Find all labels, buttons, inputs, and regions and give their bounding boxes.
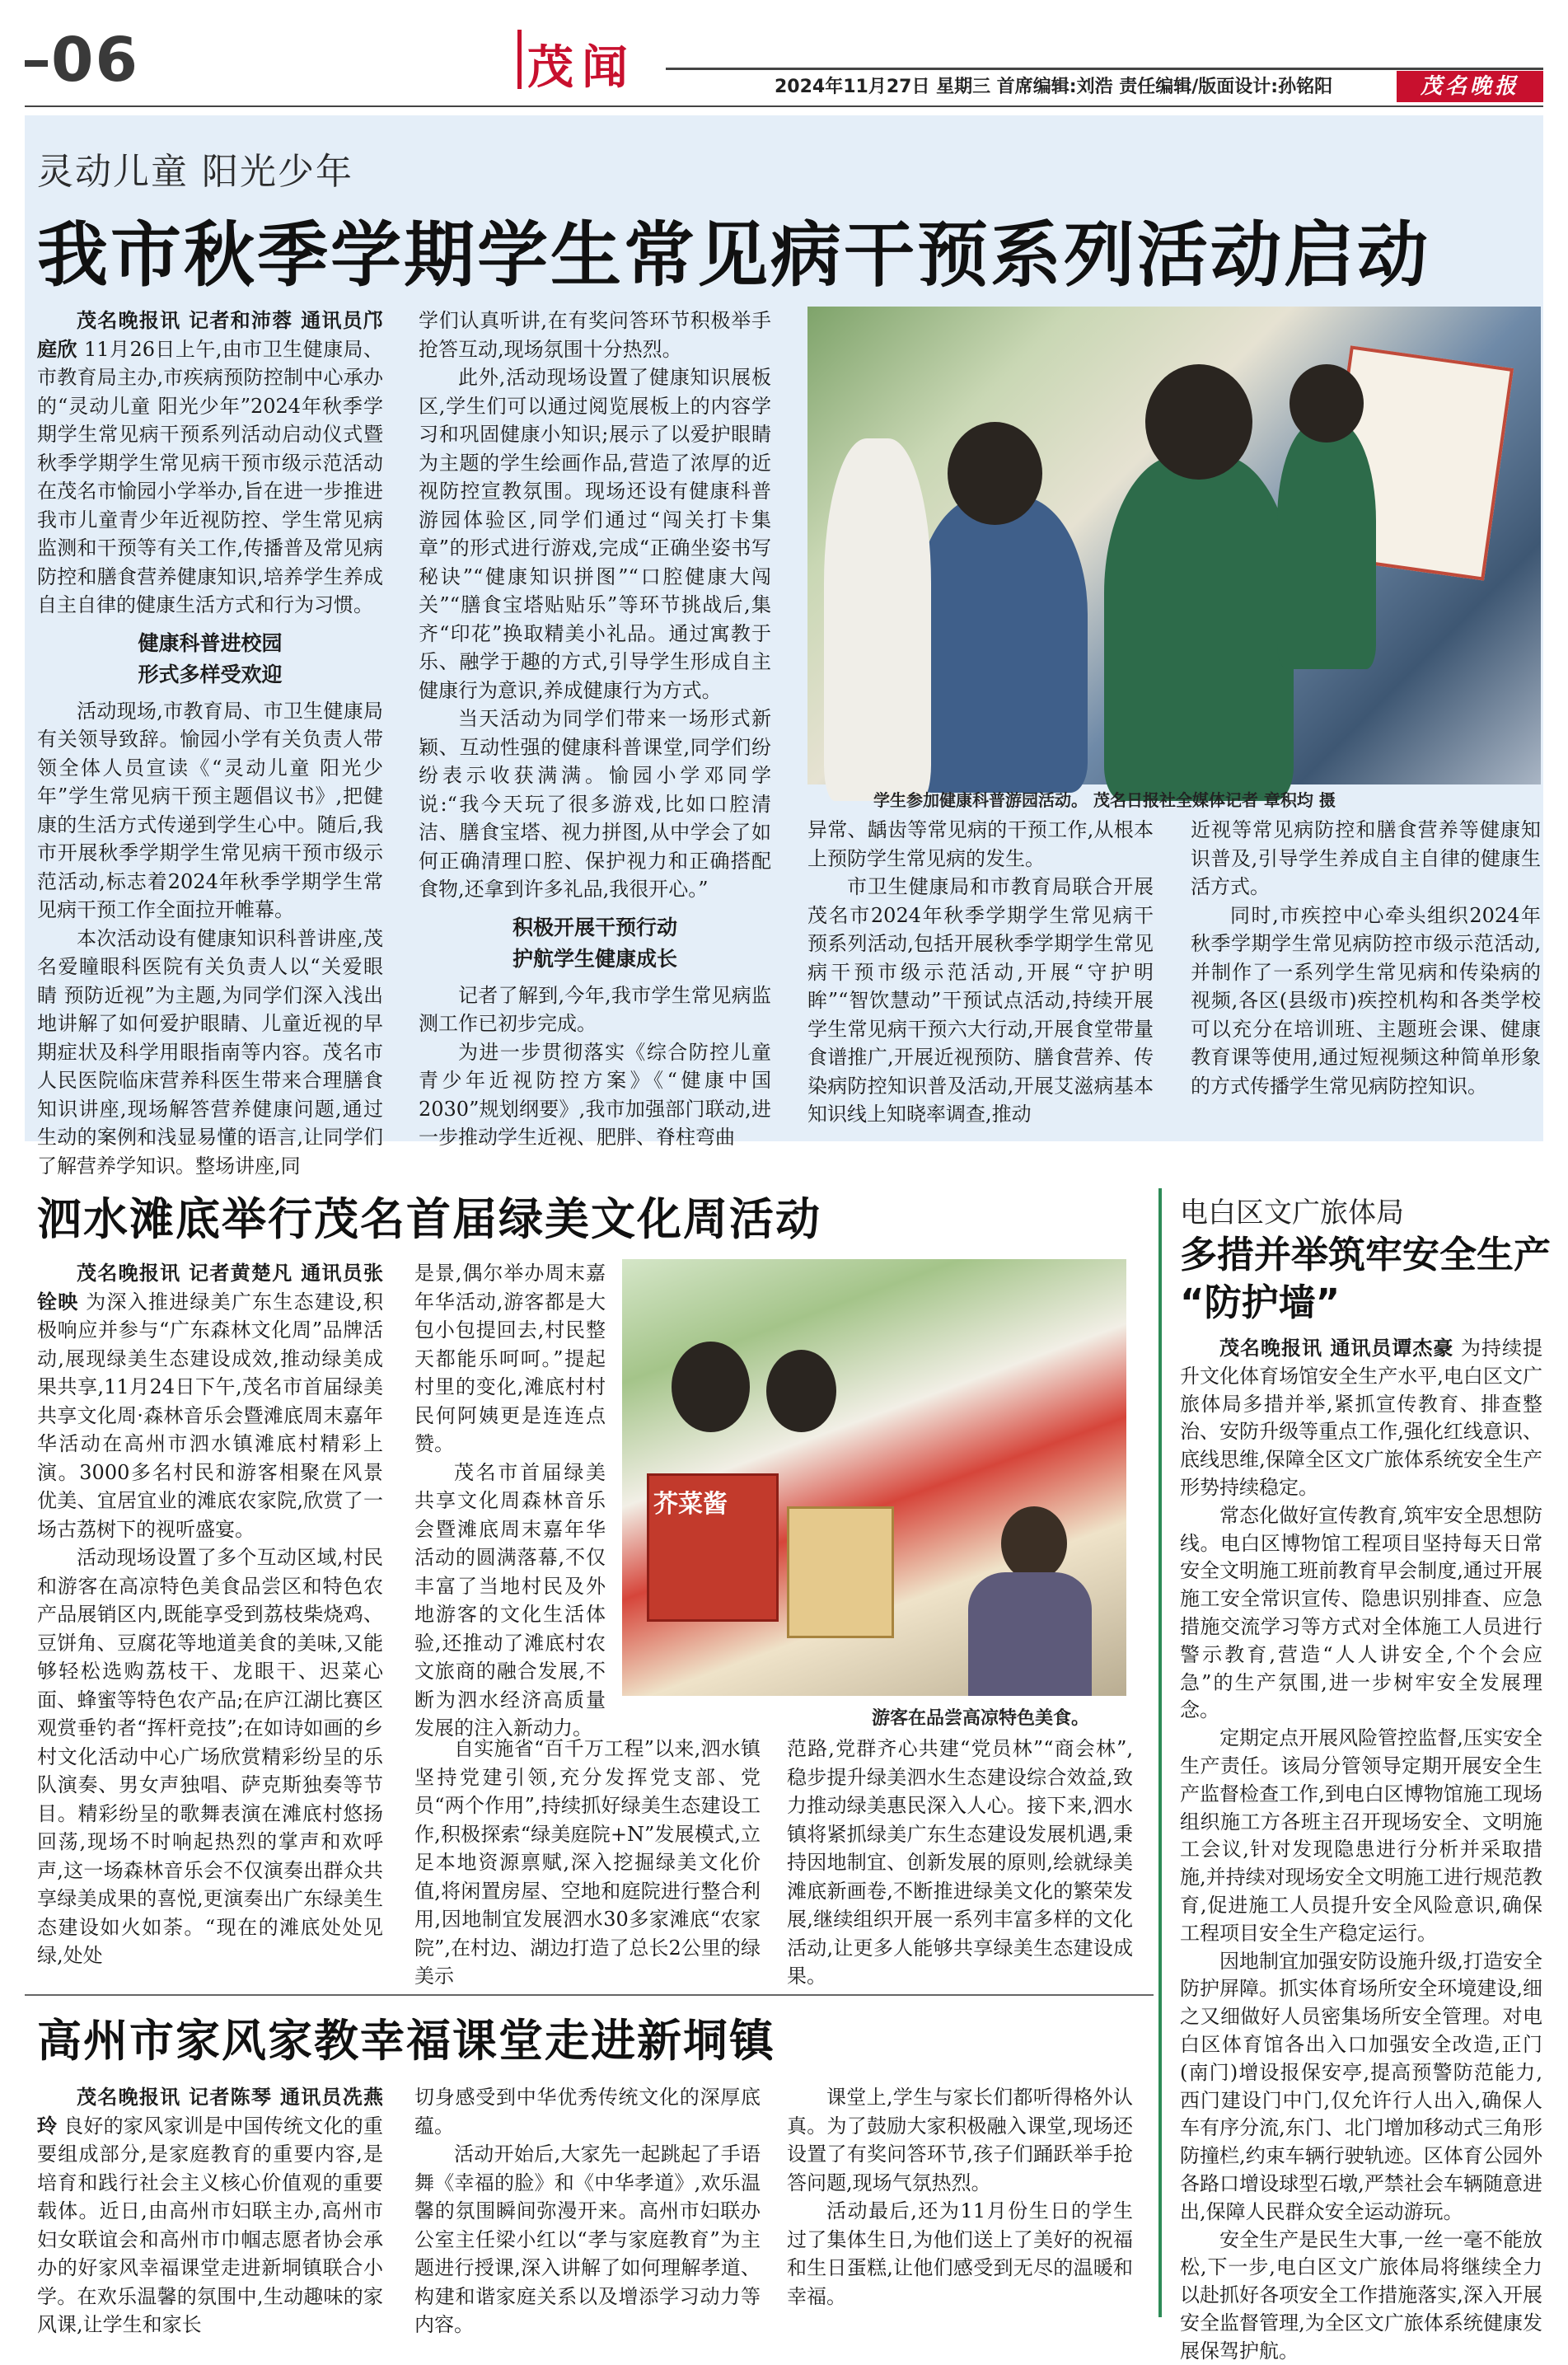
paragraph: 为持续提升文化体育场馆安全生产水平,电白区文广旅体局多措并举,紧抓宣传教育、排查整治、安防升级等重点工作,强化红线意识、底线思维,保障全区文广旅体系统安全生产形势持续稳定。 bbox=[1180, 1337, 1542, 1499]
paragraph: 11月26日上午,由市卫生健康局、市教育局主办,市疾病预防控制中心承办的“灵动儿童 阳光少年”2024年秋季学期学生常见病干预系列活动启动仪式暨秋季学期学生常见病干预市级示范活动在茂名市愉园小学举办,旨在进一步推进我市儿童青少年近视防控、学生常见病监测和干预等有关工作,传播普及常见病防控和膳食营养健康知识,培养学生养成自主自律的健康生活方式和行为习惯。 bbox=[37, 338, 383, 617]
child-head bbox=[1001, 1506, 1067, 1581]
student-head bbox=[1290, 364, 1364, 443]
paragraph: 近视等常见病防控和膳食营养等健康知识普及,引导学生养成自主自律的健康生活方式。 bbox=[1191, 816, 1541, 902]
header-bottom-rule bbox=[25, 105, 1543, 107]
paragraph: 当天活动为同学们带来一场形式新颖、互动性强的健康科普课堂,同学们纷纷表示收获满满。愉园小学邓同学说:“我今天玩了很多游戏,比如口腔清洁、膳食宝塔、视力拼图,从中学会了如何正确清理口腔、保护视力和正确搭配食物,还拿到许多礼品,我很开心。” bbox=[419, 705, 771, 904]
paragraph: 为进一步贯彻落实《综合防控儿童青少年近视防控方案》《“健康中国2030”规划纲要》,我市加强部门联动,进一步推动学生近视、肥胖、脊柱弯曲 bbox=[419, 1038, 771, 1152]
paragraph: 活动现场设置了多个互动区域,村民和游客在高凉特色美食品尝区和特色农产品展销区内,既能享受到荔枝柴烧鸡、豆饼角、豆腐花等地道美食的美味,又能够轻松选购荔枝干、龙眼干、迟菜心面、蜂蜜等特色农产品;在庐江湖比赛区观赏垂钓者“挥杆竞技”;在如诗如画的乡村文化活动中心广场欣赏精彩纷呈的乐队演奏、男女声独唱、萨克斯独奏等节目。精彩纷呈的歌舞表演在滩底村悠扬回荡,现场不时响起热烈的掌声和欢呼声,这一场森林音乐会不仅演奏出群众共享绿美成果的喜悦,更演奏出广东绿美生态建设如火如荼。“现在的滩底处处见绿,处处 bbox=[37, 1543, 383, 1970]
article2-column-3 bbox=[787, 1735, 1133, 1991]
adult-figure bbox=[824, 438, 931, 801]
paragraph: 活动开始后,大家先一起跳起了手语舞《幸福的脸》和《中华孝道》,欢乐温馨的氛围瞬间弥漫开来。高州市妇联办公室主任梁小红以“孝与家庭教育”为主题进行授课,深入讲解了如何理解孝道、构建和谐家庭关系以及增添学习动力等内容。 bbox=[414, 2140, 761, 2339]
article2-column-2-continued bbox=[414, 1735, 761, 1991]
paragraph: 定期定点开展风险管控监督,压实安全生产责任。该局分管领导定期开展安全生产监督检查工作,到电白区博物馆施工现场组织施工方各班主召开现场安全、文明施工会议,针对发现隐患进行分析并采取措施,并持续对现场安全文明施工进行规范教育,促进施工人员提升安全风险意识,确保工程项目安全生产稳定运行。 bbox=[1180, 1725, 1542, 1947]
lead-headline: 我市秋季学期学生常见病干预系列活动启动 bbox=[37, 198, 1430, 300]
student-head bbox=[948, 422, 1042, 525]
student-head bbox=[1145, 364, 1252, 480]
paragraph: 良好的家风家训是中国传统文化的重要组成部分,是家庭教育的重要内容,是培育和践行社会主义核心价值观的重要载体。近日,由高州市妇联主办,高州市妇女联谊会和高州市巾帼志愿者协会承办的好家风幸福课堂走进新垌镇联合小学。在欢乐温馨的氛围中,生动趣味的家风课,让学生和家长 bbox=[37, 2114, 383, 2337]
paragraph: 本次活动设有健康知识科普讲座,茂名爱瞳眼科医院有关负责人以“关爱眼睛 预防近视”为主题,为同学们深入浅出地讲解了如何爱护眼睛、儿童近视的早期症状及科学用眼指南等内容。茂名市人民医院临床营养科医生带来合理膳食知识讲座,现场解答营养健康问题,通过生动的案例和浅显易懂的语言,让同学们了解营养学知识。整场讲座,同 bbox=[37, 925, 383, 1181]
paragraph: 活动现场,市教育局、市卫生健康局有关领导致辞。愉园小学有关负责人带领全体人员宣读《“灵动儿童 阳光少年”学生常见病干预主题倡议书》,把健康的生活方式传递到学生心中。随后,我市开展秋季学期学生常见病干预市级示范活动,标志着2024年秋季学期学生常见病干预工作全面拉开帷幕。 bbox=[37, 697, 383, 925]
product-box bbox=[787, 1506, 894, 1638]
paragraph: 异常、龋齿等常见病的干预工作,从根本上预防学生常见病的发生。 bbox=[807, 816, 1154, 873]
article2-photo bbox=[622, 1259, 1126, 1696]
student-figure bbox=[1277, 422, 1376, 669]
article2-byline: 茂名晚报讯 记者黄楚凡 通讯员张铨映 bbox=[37, 1262, 383, 1314]
article3-byline: 茂名晚报讯 记者陈琴 通讯员冼燕玲 bbox=[37, 2086, 383, 2138]
paragraph: 课堂上,学生与家长们都听得格外认真。为了鼓励大家积极融入课堂,现场还设置了有奖问答环节,孩子们踊跃举手抢答问题,现场气氛热烈。 bbox=[787, 2083, 1133, 2197]
article3-column-1 bbox=[37, 2083, 383, 2339]
paragraph: 切身感受到中华优秀传统文化的深厚底蕴。 bbox=[414, 2083, 761, 2140]
side-article-accent-bar bbox=[1158, 1188, 1162, 2317]
side-headline: 多措并举筑牢安全生产 “防护墙” bbox=[1180, 1231, 1551, 1327]
vendor-head bbox=[766, 1350, 836, 1432]
paragraph: 安全生产是民生大事,一丝一毫不能放松,下一步,电白区文广旅体局将继续全力以赴抓好各项安全工作措施落实,深入开展安全监督管理,为全区文广旅体系统健康发展保驾护航。 bbox=[1180, 2227, 1542, 2365]
paragraph: 范路,党群齐心共建“党员林”“商会林”,稳步提升绿美泗水生态建设综合效益,致力推动绿美惠民深入人心。接下来,泗水镇将紧抓绿美广东生态建设发展机遇,秉持因地制宜、创新发展的原则,绘就绿美滩底新画卷,不断推进绿美文化的繁荣发展,继续组织开展一系列丰富多样的文化活动,让更多人能够共享绿美生态建设成果。 bbox=[787, 1735, 1133, 1991]
lead-column-1 bbox=[37, 307, 383, 1180]
paragraph: 同时,市疾控中心牵头组织2024年秋季学期学生常见病防控市级示范活动,并制作了一系列学生常见病和传染病的视频,各区(县级市)疾控机构和各类学校可以充分在培训班、主题班会课、健康教育课等使用,通过短视频这种简单形象的方式传播学生常见病防控知识。 bbox=[1191, 902, 1541, 1101]
article3-headline: 高州市家风家教幸福课堂走进新垌镇 bbox=[37, 2006, 775, 2069]
vendor-head bbox=[672, 1342, 750, 1432]
paragraph: 活动最后,还为11月份生日的学生过了集体生日,为他们送上了美好的祝福和生日蛋糕,让他们感受到无尽的温暖和幸福。 bbox=[787, 2197, 1133, 2311]
lead-photo-caption: 学生参加健康科普游园活动。 茂名日报社全媒体记者 章积均 摄 bbox=[873, 787, 1336, 811]
side-kicker: 电白区文广旅体局 bbox=[1180, 1190, 1404, 1230]
lead-subheading-1: 健康科普进校园 形式多样受欢迎 bbox=[37, 628, 383, 691]
lead-photo bbox=[807, 307, 1541, 784]
paragraph: 学们认真听讲,在有奖问答环节积极举手抢答互动,现场氛围十分热烈。 bbox=[419, 307, 771, 363]
child-figure bbox=[968, 1572, 1092, 1696]
stall-sign: 芥菜酱 bbox=[653, 1483, 728, 1520]
lead-column-2 bbox=[419, 307, 771, 1152]
lead-subheading-2: 积极开展干预行动 护航学生健康成长 bbox=[419, 912, 771, 975]
section-name: 茂闻 bbox=[527, 31, 636, 97]
student-figure bbox=[915, 496, 1088, 793]
date-editor-line: 2024年11月27日 星期三 首席编辑:刘浩 责任编辑/版面设计:孙铭阳 bbox=[775, 73, 1332, 98]
article3-column-3 bbox=[787, 2083, 1133, 2311]
paragraph: 市卫生健康局和市教育局联合开展茂名市2024年秋季学期学生常见病干预系列活动,包括开展秋季学期学生常见病干预市级示范活动,开展“守护明眸”“智饮慧动”干预试点活动,持续开展学生常见病干预六大行动,开展食堂带量食谱推广,开展近视预防、膳食营养、传染病防控知识普及活动,开展艾滋病基本知识线上知晓率调查,推动 bbox=[807, 873, 1154, 1129]
student-figure bbox=[1104, 455, 1294, 801]
lead-kicker: 灵动儿童 阳光少年 bbox=[37, 142, 353, 194]
paragraph: 茂名市首届绿美共享文化周森林音乐会暨滩底周末嘉年华活动的圆满落幕,不仅丰富了当地村民及外地游客的文化生活体验,还推动了滩底村农文旅商的融合发展,不断为泗水经济高质量发展的注入新动力。 bbox=[414, 1459, 606, 1743]
side-article-body bbox=[1180, 1335, 1542, 2365]
article2-column-2 bbox=[414, 1259, 606, 1743]
paragraph: 此外,活动现场设置了健康知识展板区,学生们可以通过阅览展板上的内容学习和巩固健康小知识;展示了以爱护眼睛为主题的学生绘画作品,营造了浓厚的近视防控宣教氛围。现场还设有健康科普游园体验区,同学们通过“闯关打卡集章”的形式进行游戏,完成“正确坐姿书写秘诀”“健康知识拼图”“口腔健康大闯关”“膳食宝塔贴贴乐”等环节挑战后,集齐“印花”换取精美小礼品。通过寓教于乐、融学于趣的方式,引导学生形成自主健康行为意识,养成健康行为方式。 bbox=[419, 363, 771, 705]
article3-column-2 bbox=[414, 2083, 761, 2339]
paragraph: 常态化做好宣传教育,筑牢安全思想防线。电白区博物馆工程项目坚持每天日常安全文明施工班前教育早会制度,通过开展施工安全常识宣传、隐患识别排查、应急措施交流学习等方式对全体施工人员进行警示教育,营造“人人讲安全,个个会应急”的生产氛围,进一步树牢安全发展理念。 bbox=[1180, 1502, 1542, 1725]
lead-column-4 bbox=[1191, 816, 1541, 1100]
lead-column-3 bbox=[807, 816, 1154, 1129]
paragraph: 为深入推进绿美广东生态建设,积极响应并参与“广东森林文化周”品牌活动,展现绿美生态建设成效,推动绿美成果共享,11月24日下午,茂名市首届绿美共享文化周·森林音乐会暨滩底周末嘉年华活动在高州市泗水镇滩底村精彩上演。3000多名村民和游客相聚在风景优美、宜居宜业的滩底农家院,欣赏了一场古荔树下的视听盛宴。 bbox=[37, 1290, 383, 1541]
page-number: 06 bbox=[25, 25, 139, 96]
article3-rule bbox=[25, 1994, 1154, 1996]
lead-byline: 茂名晚报讯 记者和沛蓉 通讯员邝庭欣 bbox=[37, 309, 383, 361]
article2-photo-caption: 游客在品尝高凉特色美食。 bbox=[872, 1704, 1089, 1730]
article2-headline: 泗水滩底举行茂名首届绿美文化周活动 bbox=[37, 1184, 821, 1248]
article2-column-1 bbox=[37, 1259, 383, 1970]
paragraph: 是景,偶尔举办周末嘉年华活动,游客都是大包小包提回去,村民整天都能乐呵呵。”提起村里的变化,滩底村村民何阿姨更是连连点赞。 bbox=[414, 1259, 606, 1459]
side-byline: 茂名晚报讯 通讯员谭杰豪 bbox=[1219, 1337, 1453, 1360]
header-rule bbox=[666, 68, 1543, 70]
paragraph: 自实施省“百千万工程”以来,泗水镇坚持党建引领,充分发挥党支部、党员“两个作用”,持续抓好绿美生态建设工作,积极探索“绿美庭院+N”发展模式,立足本地资源禀赋,深入挖掘绿美文化价值,将闲置房屋、空地和庭院进行整合利用,因地制宜发展泗水30多家滩底“农家院”,在村边、湖边打造了总长2公里的绿美示 bbox=[414, 1735, 761, 1991]
newspaper-logo: 茂名晚报 bbox=[1397, 71, 1543, 102]
paragraph: 因地制宜加强安防设施升级,打造安全防护屏障。抓实体育场所安全环境建设,细之又细做好人员密集场所安全管理。对电白区体育馆各出入口加强安全改造,正门(南门)增设报保安亭,提高预警防范能力,西门建设门中门,仅允许行人出入,确保人车有序分流,东门、北门增加移动式三角形防撞栏,约束车辆行驶轨迹。区体育公园外各路口增设球型石墩,严禁社会车辆随意进出,保障人民群众安全运动游玩。 bbox=[1180, 1948, 1542, 2227]
paragraph: 记者了解到,今年,我市学生常见病监测工作已初步完成。 bbox=[419, 981, 771, 1038]
